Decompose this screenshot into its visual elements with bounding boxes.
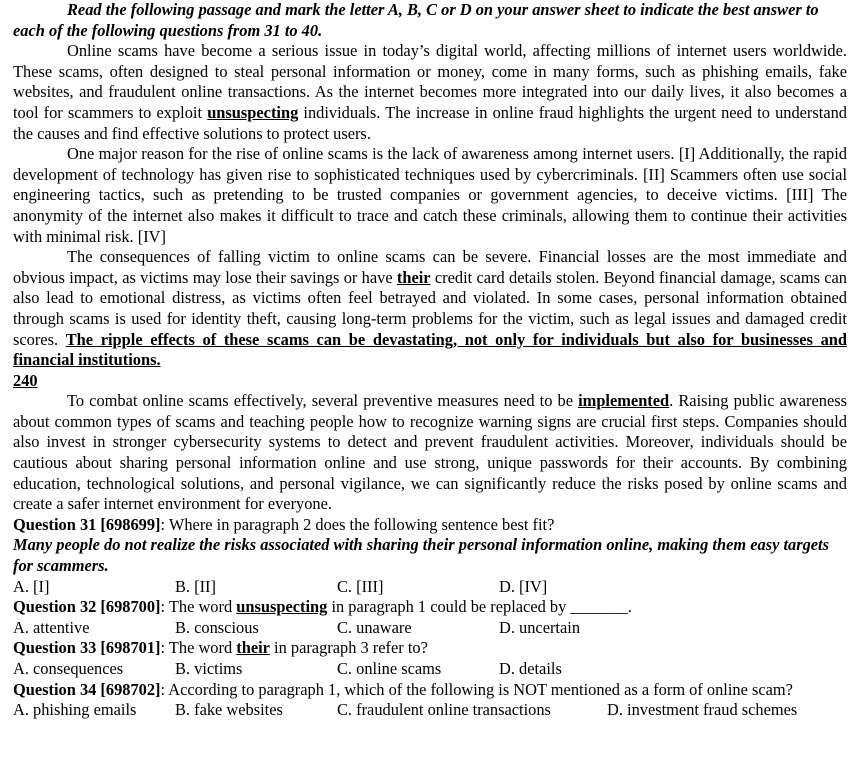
question-34-options bbox=[13, 700, 847, 721]
option-a[interactable]: A. [I] bbox=[13, 576, 50, 596]
option-d[interactable]: D. details bbox=[499, 659, 562, 678]
question-32-label: Question 32 [698700] bbox=[13, 597, 161, 617]
option-a[interactable]: A. phishing emails bbox=[13, 700, 137, 720]
question-33-text-a: : The word bbox=[160, 638, 237, 658]
paragraph-4-text-a: To combat online scams effectively, several preventive measures need to be bbox=[67, 391, 579, 411]
option-b[interactable]: B. conscious bbox=[175, 617, 259, 637]
paragraph-3-text-b: credit card details stolen. Beyond financial damage, scams can also lead to emotional distress, as victims often feel betrayed and violated. In some cases, personal information obtained through scams is used for identity theft, causing long-term problems for the victim, such as legal issues and damaged credit scores. bbox=[13, 267, 847, 349]
option-c[interactable]: C. online scams bbox=[337, 659, 442, 678]
question-32-options bbox=[13, 618, 847, 639]
question-31-options bbox=[13, 577, 847, 598]
underlined-word-their: their bbox=[396, 267, 431, 287]
option-d[interactable]: D. uncertain bbox=[499, 617, 581, 637]
paragraph-2: One major reason for the rise of online scams is the lack of awareness among internet users. [I] Additionally, the rapid development of technology has given rise to sophisticated techniques used by cybercriminals. [II] Scammers often use social engineering tactics, such as pretending to be trusted companies or government agencies, to deceive victims. [III] The anonymity of the internet also makes it difficult to trace and catch these criminals, allowing them to continue their activities with minimal risk. [IV] bbox=[13, 144, 847, 246]
option-b[interactable]: B. fake websites bbox=[175, 700, 283, 720]
question-31-text: : Where in paragraph 2 does the following sentence best fit? bbox=[160, 514, 555, 534]
question-33-options bbox=[13, 659, 847, 680]
question-33-underlined-word: their bbox=[236, 638, 270, 658]
question-31-quote: Many people do not realize the risks associated with sharing their personal information online, making them easy targets for scammers. bbox=[13, 535, 829, 576]
underlined-sentence-ripple: The ripple effects of these scams can be devastating, not only for individuals but also for businesses and financial institutions. bbox=[13, 329, 847, 370]
paragraph-3 bbox=[13, 247, 847, 371]
option-b[interactable]: B. [II] bbox=[175, 576, 216, 596]
instruction-text: Read the following passage and mark the letter A, B, C or D on your answer sheet to indicate the best answer to each of the following questions from 31 to 40. bbox=[13, 0, 819, 40]
option-d[interactable]: D. [IV] bbox=[499, 576, 548, 596]
question-32 bbox=[13, 597, 847, 618]
question-33-text-b: in paragraph 3 refer to? bbox=[269, 638, 428, 658]
option-c[interactable]: C. [III] bbox=[337, 576, 384, 596]
question-31-label: Question 31 [698699] bbox=[13, 514, 161, 534]
question-34-text: : According to paragraph 1, which of the following is NOT mentioned as a form of online scam? bbox=[160, 679, 793, 699]
paragraph-1 bbox=[13, 41, 847, 144]
paragraph-1-text-b: individuals. The increase in online fraud highlights the urgent need to understand the causes and find effective solutions to protect users. bbox=[13, 102, 847, 143]
option-a[interactable]: A. attentive bbox=[13, 617, 90, 637]
underlined-word-unsuspecting: unsuspecting bbox=[207, 102, 299, 122]
question-32-text-b: in paragraph 1 could be replaced by _______. bbox=[327, 597, 632, 617]
option-b[interactable]: B. victims bbox=[175, 659, 243, 678]
question-31 bbox=[13, 515, 847, 536]
paragraph-3-text-a: The consequences of falling victim to online scams can be severe. Financial losses are the most immediate and obvious impact, as victims may lose their savings or have bbox=[13, 247, 847, 287]
question-34-label: Question 34 [698702] bbox=[13, 679, 161, 699]
option-d[interactable]: D. investment fraud schemes bbox=[607, 700, 798, 720]
option-c[interactable]: C. fraudulent online transactions bbox=[337, 700, 551, 720]
paragraph-4 bbox=[13, 391, 847, 515]
question-32-underlined-word: unsuspecting bbox=[236, 597, 328, 617]
option-a[interactable]: A. consequences bbox=[13, 659, 124, 678]
underlined-word-implemented: implemented bbox=[578, 391, 670, 411]
option-c[interactable]: C. unaware bbox=[337, 617, 412, 637]
question-32-text-a: : The word bbox=[160, 597, 237, 617]
paragraph-4-text-b: . Raising public awareness about common types of scams and teaching people how to recognize warning signs are crucial first steps. Companies should also invest in stronger cybersecurity systems to detect and prevent fraudulent activities. Moreover, individuals should be cautious about sharing personal information online and use strong, unique passwords for their accounts. By combining education, technological solutions, and personal vigilance, we can significantly reduce the risks posed by online scams and create a safer internet environment for everyone. bbox=[13, 391, 847, 514]
question-33-label: Question 33 [698701] bbox=[13, 638, 161, 658]
paragraph-1-text-a: Online scams have become a serious issue in today’s digital world, affecting millions of internet users worldwide. These scams, often designed to steal personal information or money, come in many forms, such as phishing emails, fake websites, and fraudulent online transactions. As the internet becomes more integrated into our daily lives, it also becomes a tool for scammers to exploit bbox=[13, 41, 847, 122]
question-33 bbox=[13, 638, 847, 659]
question-34 bbox=[13, 680, 847, 701]
page-marker: 240 bbox=[13, 370, 38, 390]
